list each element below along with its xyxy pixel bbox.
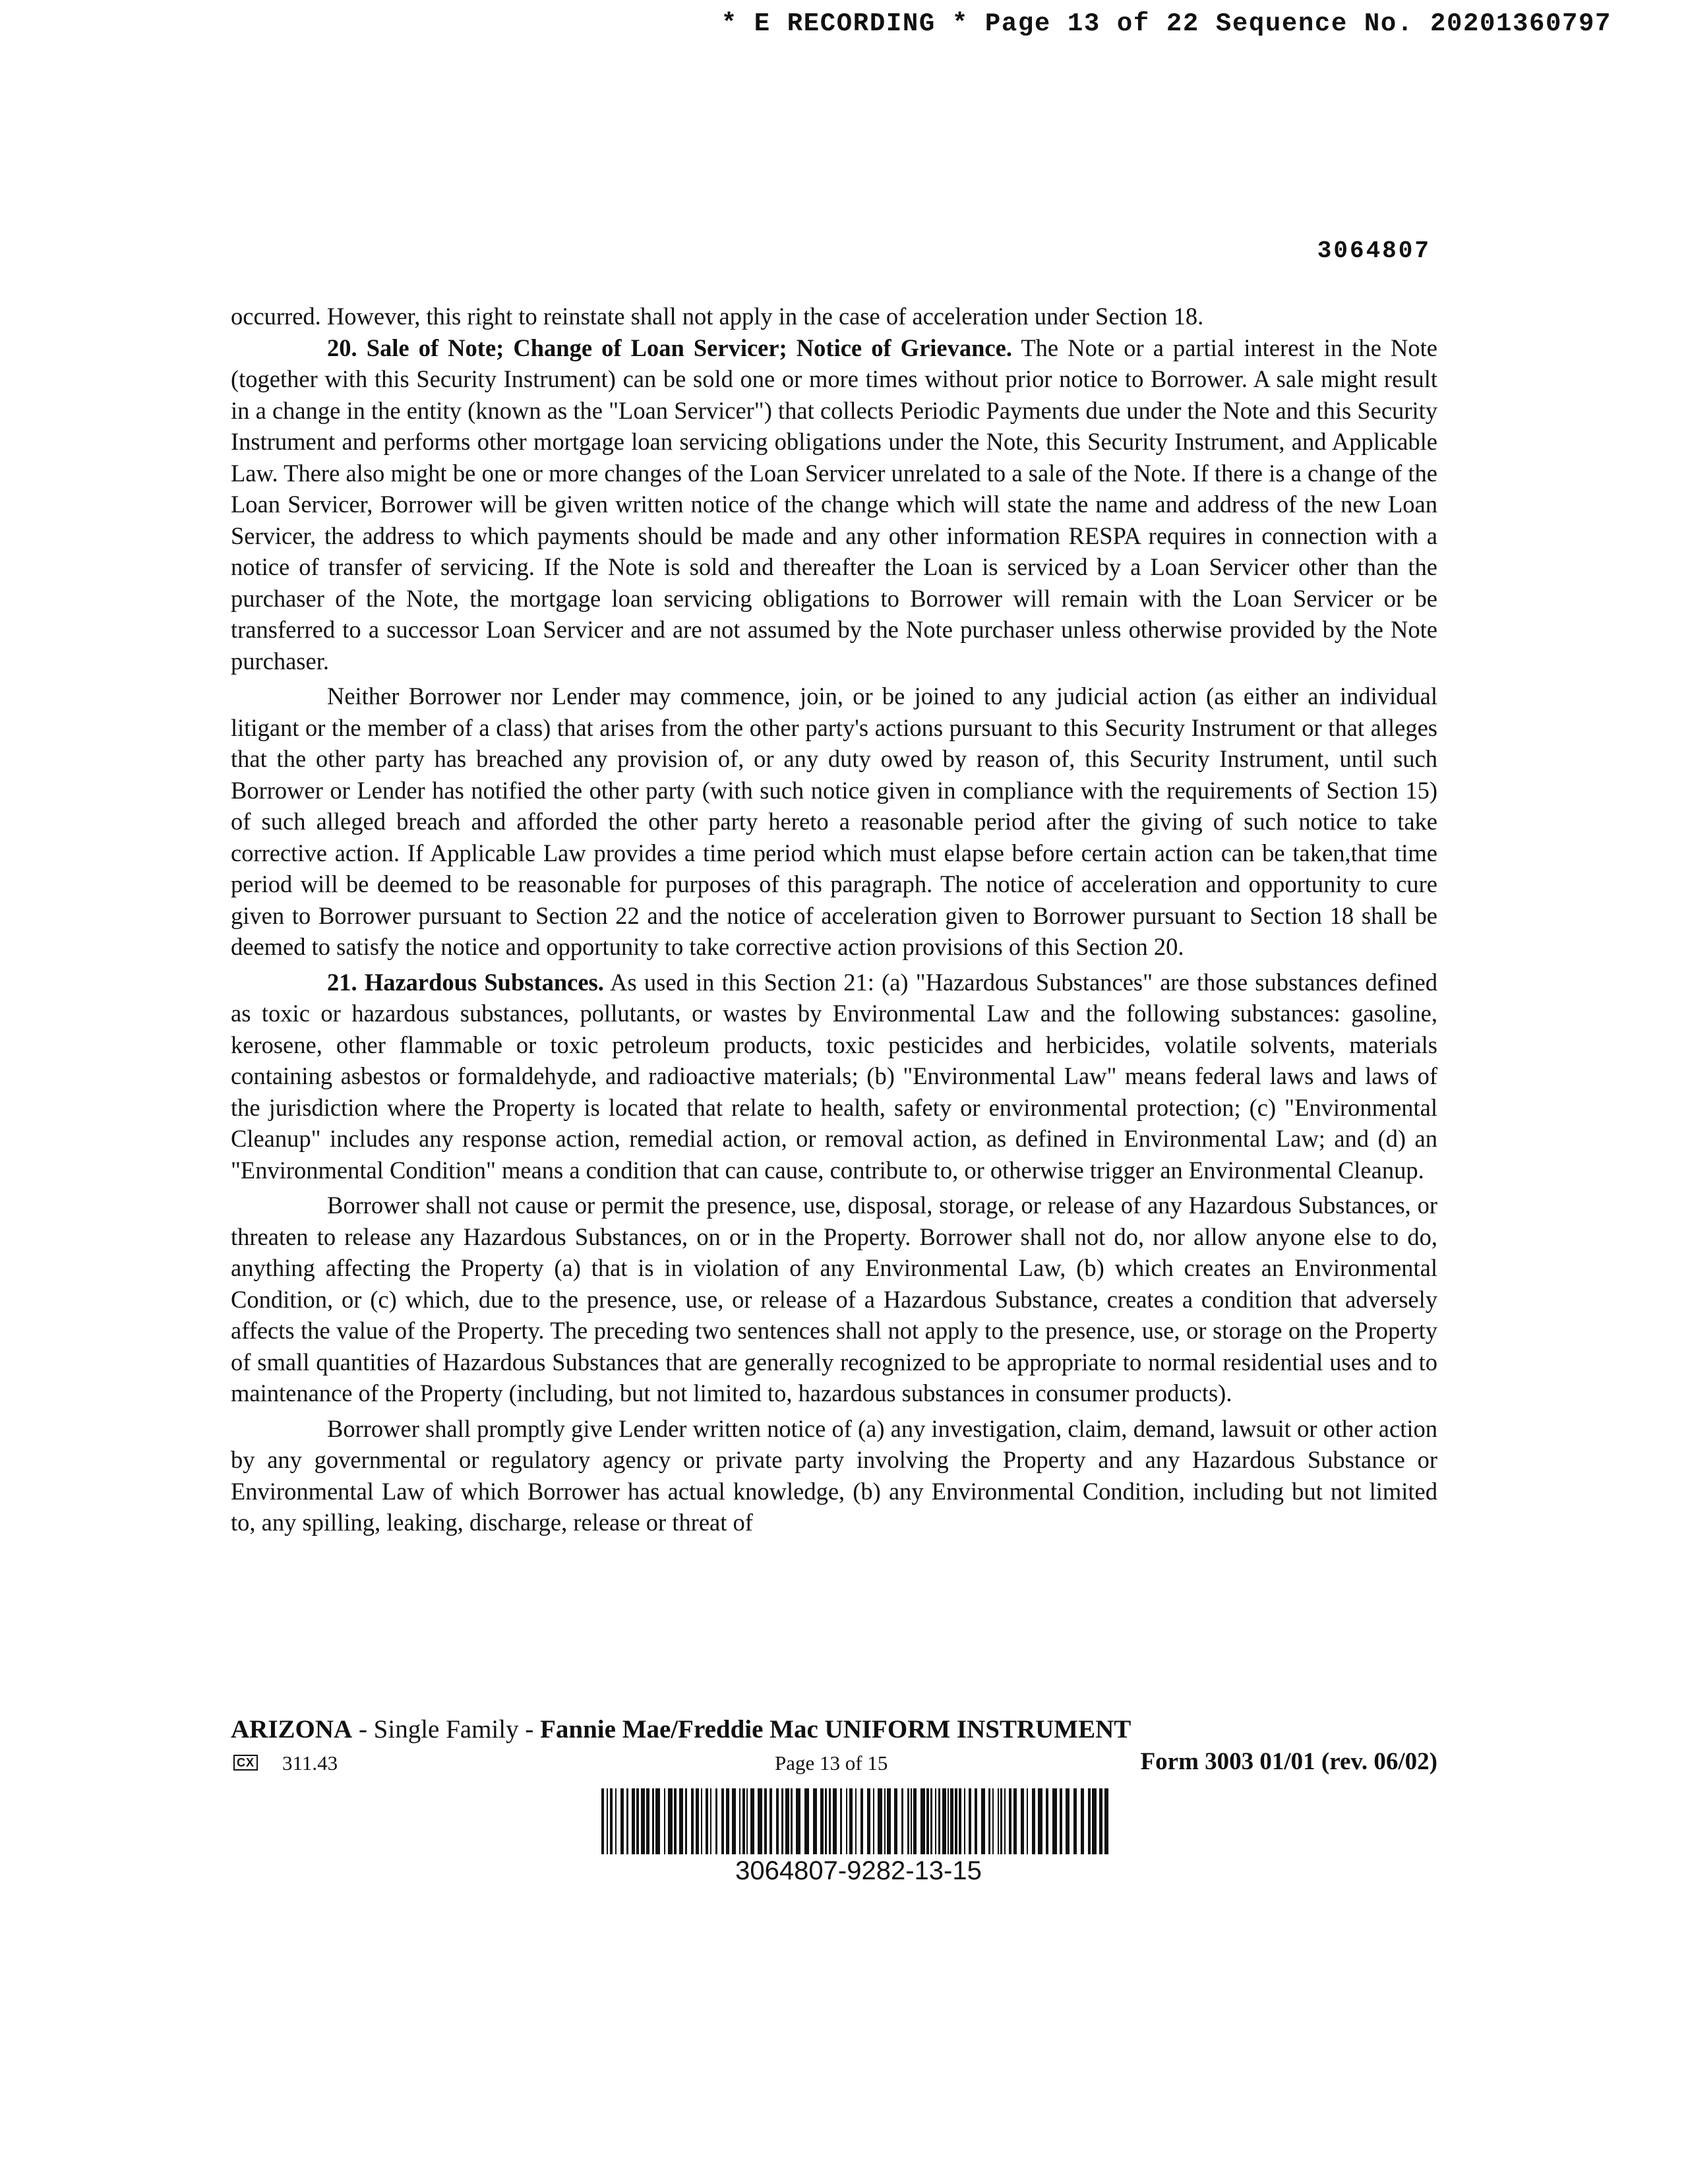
form-footer-row [231, 1749, 1437, 1782]
form-title [231, 1714, 1131, 1744]
form-number: Form 3003 01/01 (rev. 06/02) [1140, 1748, 1437, 1775]
recording-header: * E RECORDING * Page 13 of 22 Sequence No. 20201360797 [721, 9, 1612, 38]
barcode-number: 3064807-9282-13-15 [735, 1856, 982, 1885]
paragraph-lender-notice: Borrower shall promptly give Lender written notice of (a) any investigation, claim, demand, lawsuit or other action by any governmental or regulatory agency or private party involving the Property and any Hazardous Substance or Environmental Law of which Borrower has actual knowledge, (b) any Environmental Condition, including but not limited to, any spilling, leaking, discharge, release or threat of [231, 1414, 1437, 1536]
paragraph-continuation: occurred. However, this right to reinstate shall not apply in the case of acceleration under Section 18. [231, 303, 1204, 330]
cx-logo-icon: CX [233, 1755, 258, 1771]
section-21-title: 21. Hazardous Substances. [327, 968, 604, 996]
section-21-text: As used in this Section 21: (a) "Hazardous Substances" are those substances defined as toxic or hazardous substances, pollutants, or wastes by Environmental Law and the following substances: gasoline, kerosene, other flammable or toxic petroleum products, toxic pesticides and herbicides, volatile solvents, materials containing asbestos or formaldehyde, and radioactive materials; (b) "Environmental Law" means federal laws and laws of the jurisdiction where the Property is located that relate to health, safety or environmental protection; (c) "Environmental Cleanup" includes any response action, remedial action, or removal action, as defined in Environmental Law; and (d) an "Environmental Condition" means a condition that can cause, contribute to, or otherwise trigger an Environmental Cleanup. [231, 968, 1437, 1184]
form-instrument: Fannie Mae/Freddie Mac UNIFORM INSTRUMENT [540, 1715, 1131, 1744]
form-title-separator: - Single Family - [352, 1715, 541, 1744]
paragraph-hazardous-presence: Borrower shall not cause or permit the presence, use, disposal, storage, or release of any Hazardous Substances, or threaten to release any Hazardous Substances, on or in the Property. Borrower shall not do, nor allow anyone else to do, anything affecting the Property (a) that is in violation of any Environmental Law, (b) which creates an Environmental Condition, or (c) which, due to the presence, use, or release of a Hazardous Substance, creates a condition that adversely affects the value of the Property. The preceding two sentences shall not apply to the presence, use, or storage on the Property of small quantities of Hazardous Substances that are generally recognized to be appropriate to normal residential uses and to maintenance of the Property (including, but not limited to, hazardous substances in consumer products). [231, 1192, 1437, 1407]
paragraph-judicial-action: Neither Borrower nor Lender may commence, join, or be joined to any judicial action (as either an individual litigant or the member of a class) that arises from the other party's actions pursuant to this Security Instrument or that alleges that the other party has breached any provision of, or any duty owed by reason of, this Security Instrument, until such Borrower or Lender has notified the other party (with such notice given in compliance with the requirements of Section 15) of such alleged breach and afforded the other party hereto a reasonable period after the giving of such notice to take corrective action. If Applicable Law provides a time period which must elapse before certain action can be taken,that time period will be deemed to be reasonable for purposes of this paragraph. The notice of acceleration and opportunity to cure given to Borrower pursuant to Section 22 and the notice of acceleration given to Borrower pursuant to Section 18 shall be deemed to satisfy the notice and opportunity to take corrective action provisions of this Section 20. [231, 682, 1437, 960]
form-code: 311.43 [282, 1751, 338, 1774]
document-body [231, 301, 1437, 1538]
section-20 [231, 332, 1437, 677]
section-20-title: 20. Sale of Note; Change of Loan Servicer; Notice of Grievance. [327, 334, 1012, 361]
page-number: Page 13 of 15 [775, 1751, 888, 1774]
document-number: 3064807 [1317, 237, 1431, 264]
section-20-text: The Note or a partial interest in the Note (together with this Security Instrument) can be sold one or more times without prior notice to Borrower. A sale might result in a change in the entity (known as the "Loan Servicer") that collects Periodic Payments due under the Note and this Security Instrument and performs other mortgage loan servicing obligations under the Note, this Security Instrument, and Applicable Law. There also might be one or more changes of the Loan Servicer unrelated to a sale of the Note. If there is a change of the Loan Servicer, Borrower will be given written notice of the change which will state the name and address of the new Loan Servicer, the address to which payments should be made and any other information RESPA requires in connection with a notice of transfer of servicing. If the Note is sold and thereafter the Loan is serviced by a Loan Servicer other than the purchaser of the Note, the mortgage loan servicing obligations to Borrower will remain with the Loan Servicer or be transferred to a successor Loan Servicer and are not assumed by the Note purchaser unless otherwise provided by the Note purchaser. [231, 334, 1437, 675]
barcode-icon [601, 1788, 1116, 1854]
section-21 [231, 967, 1437, 1186]
form-state: ARIZONA [231, 1715, 353, 1744]
